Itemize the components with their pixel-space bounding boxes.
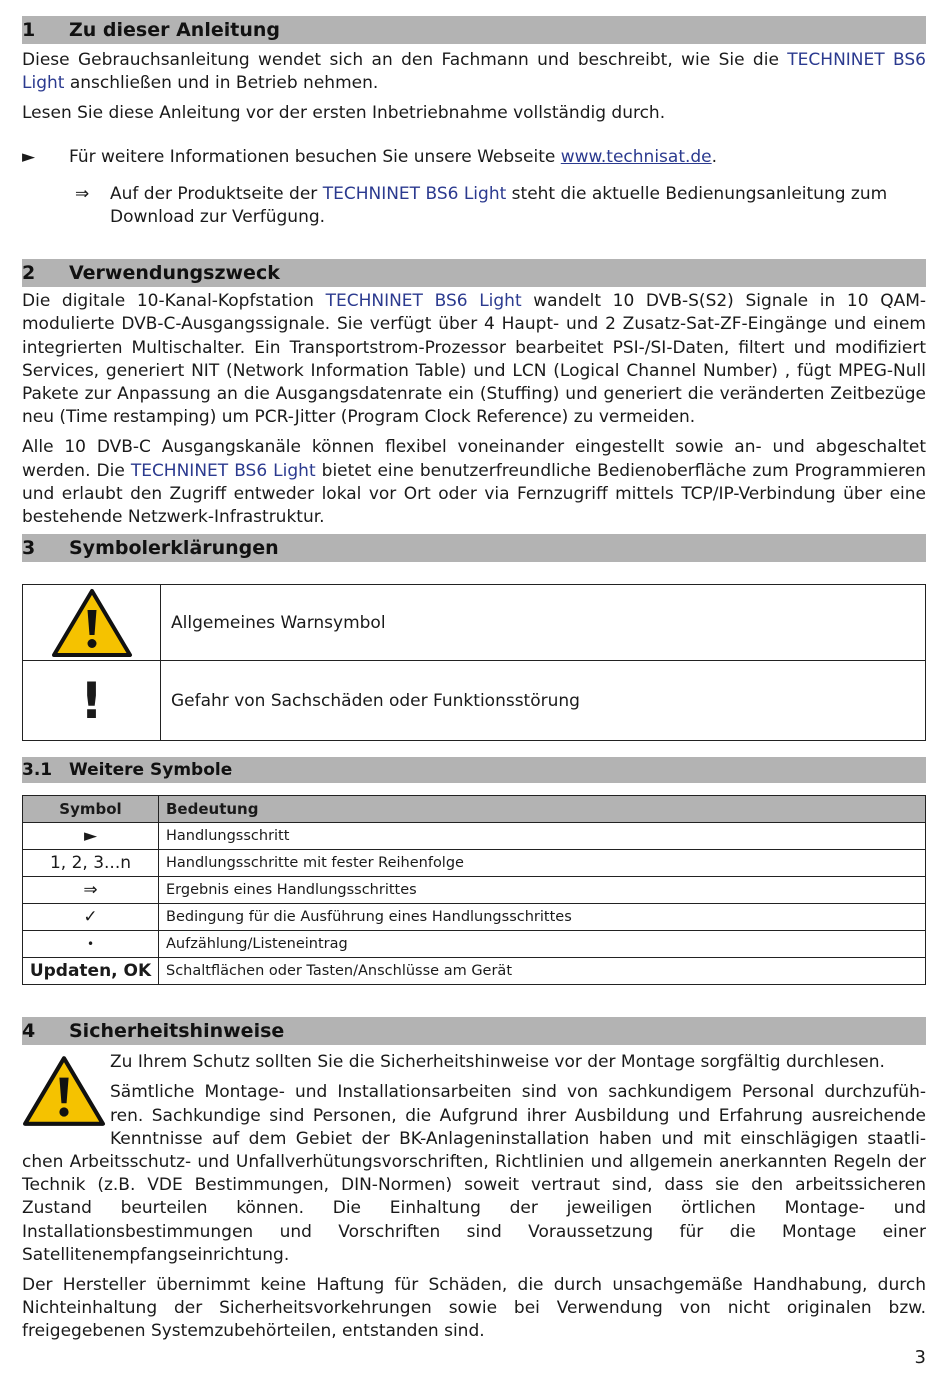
column-header-symbol: Symbol — [23, 796, 159, 823]
page-number: 3 — [914, 1347, 926, 1368]
text-line: Kenntnisse auf dem Gebiet der BK-Anlageninstallation haben und mit einschlägigen staatli- — [110, 1128, 926, 1149]
section-heading-3 — [22, 534, 926, 562]
paragraph — [22, 290, 926, 429]
meaning-cell: Handlungsschritte mit fester Reihenfolge — [159, 850, 926, 877]
paragraph: chen Arbeitsschutz- und Unfallverhütungsvorschriften, Richtlinien und allgemein anerkannten Regeln der Technik (z.B. VDE Bestimmungen, DIN-Normen) soweit vertraut sind, dass sie den arbeitssicheren Zustand beurteilen können. Die Einhaltung der jeweiligen örtlichen Montage- und Installationsbestimmungen und Vorschriften sind Voraussetzung für die Montage einer Satellitenempfangseinrichtung. — [22, 1152, 926, 1265]
text: Diese Gebrauchsanleitung wendet sich an den Fachmann und beschreibt, wie Sie die — [22, 50, 788, 70]
table-row — [23, 904, 926, 931]
result-arrow-icon: ⇒ — [23, 877, 159, 904]
text-line: Sämtliche Montage- und Installationsarbeiten sind von sachkundigem Personal durchzufüh- — [110, 1082, 926, 1103]
symbol-cell — [23, 585, 161, 661]
text: Auf der Produktseite der — [110, 183, 323, 204]
section-heading-1 — [22, 16, 926, 44]
paragraph — [22, 49, 926, 95]
section-title: Weitere Symbole — [69, 760, 233, 781]
meaning-cell: Handlungsschritt — [159, 823, 926, 850]
safety-notes — [22, 1051, 926, 1343]
symbol-cell: Updaten, OK — [23, 958, 159, 985]
table-header-row — [23, 796, 926, 823]
table-row — [23, 661, 926, 741]
paragraph: Zu Ihrem Schutz sollten Sie die Sicherheitshinweise vor der Montage sorgfältig durchlesen. — [110, 1052, 885, 1073]
meaning-cell: Ergebnis eines Handlungsschrittes — [159, 877, 926, 904]
action-step-text — [69, 146, 717, 169]
result-step — [75, 183, 926, 229]
table-row — [23, 823, 926, 850]
paragraph-lines — [110, 1081, 926, 1151]
paragraph: Lesen Sie diese Anleitung vor der ersten Inbetriebnahme vollständig durch. — [22, 103, 666, 124]
result-text — [110, 183, 926, 229]
section-title: Symbolerklärungen — [69, 537, 279, 560]
product-name: TECHNINET BS6 Light — [22, 50, 926, 94]
table-row — [23, 931, 926, 958]
checkmark-icon: ✓ — [23, 904, 159, 931]
text: bietet eine benutzerfreundliche Bedienoberfläche zum Programmieren und erlaubt den Zugriff entweder lokal vor Ort oder via Fernzugriff mittels TCP/IP-Verbindung über eine bestehende Netzwerk-Infrastruktur. — [22, 460, 927, 528]
warning-triangle-icon — [51, 588, 133, 658]
section-title: Sicherheitshinweise — [69, 1020, 285, 1043]
further-symbols-table — [22, 795, 926, 985]
section-number: 3 — [22, 537, 36, 560]
table-row — [23, 877, 926, 904]
meaning-cell: Aufzählung/Listeneintrag — [159, 931, 926, 958]
action-step — [22, 146, 926, 169]
text: steht die aktuelle Bedienungsanleitung zum Download zur Verfügung. — [110, 183, 888, 228]
section-number: 3.1 — [22, 760, 53, 781]
section-heading-2 — [22, 259, 926, 287]
website-link[interactable]: www.technisat.de — [560, 146, 712, 167]
bullet-icon: • — [23, 931, 159, 958]
section-title: Verwendungszweck — [69, 262, 280, 285]
text: Alle 10 DVB-C Ausgangskanäle können flexibel voneinander eingestellt sowie an- und abgeschaltet werden. Die — [22, 437, 926, 481]
table-row — [23, 958, 926, 985]
subsection-heading-3-1 — [22, 757, 926, 783]
product-name: TECHNINET BS6 Light — [322, 183, 507, 204]
text: wandelt 10 DVB-S(S2) Signale in 10 QAM-modulierte DVB-C-Ausgangssignale. Sie verfügt über 4 Haupt- und 2 Zusatz-Sat-ZF-Eingänge und einem integrierten Multischalter. Ein Transportstrom-Prozessor bearbeitet PSI-/SI-Daten, filtert und modifiziert Services, generiert NIT (Network Information Table) und LCN (Logical Channel Number) , fügt MPEG-Null Pakete zur Anpassung an die Ausgangsdatenrate ein (Stuffing) und generiert die veränderten Zeitbezüge neu (Time restamping) um PCR-Jitter (Program Clock Reference) zu vermeiden. — [22, 291, 927, 428]
section-number: 4 — [22, 1020, 36, 1043]
section-number: 1 — [22, 19, 36, 41]
exclamation-icon: ! — [23, 661, 161, 741]
symbol-arrow-icon: ► — [23, 823, 159, 850]
meaning-cell: Allgemeines Warnsymbol — [161, 585, 926, 661]
column-header-meaning: Bedeutung — [159, 796, 926, 823]
text: anschließen und in Betrieb nehmen. — [64, 73, 379, 94]
text-line: ren. Sachkundige sind Personen, die Aufgrund ihrer Ausbildung und Erfahrung ausreichende — [110, 1105, 926, 1126]
paragraph — [22, 436, 926, 529]
meaning-cell: Schaltflächen oder Tasten/Anschlüsse am Gerät — [159, 958, 926, 985]
result-arrow-icon: ⇒ — [75, 183, 90, 204]
table-row — [23, 850, 926, 877]
meaning-cell: Bedingung für die Ausführung eines Handlungsschrittes — [159, 904, 926, 931]
symbol-cell: 1, 2, 3...n — [23, 850, 159, 877]
page-content — [22, 16, 926, 1344]
product-name: TECHNINET BS6 Light — [130, 460, 316, 481]
text: Die digitale 10-Kanal-Kopfstation — [22, 291, 326, 312]
text: Für weitere Informationen besuchen Sie unsere Webseite — [69, 146, 561, 167]
paragraph: Der Hersteller übernimmt keine Haftung für Schäden, die durch unsachgemäße Handhabung, durch Nichteinhaltung der Sicherheitsvorkehrungen sowie bei Verwendung von nicht originalen bzw. freigegebenen Systemzubehörteilen, entstanden sind. — [22, 1275, 926, 1342]
symbol-explanation-table — [22, 584, 926, 741]
product-name: TECHNINET BS6 Light — [325, 291, 522, 312]
section-number: 2 — [22, 262, 36, 285]
action-step-arrow-icon: ► — [22, 146, 36, 167]
section-title: Zu dieser Anleitung — [69, 19, 280, 41]
text: . — [711, 146, 718, 167]
warning-triangle-icon — [22, 1055, 106, 1127]
table-row — [23, 585, 926, 661]
section-heading-4 — [22, 1017, 926, 1045]
meaning-cell: Gefahr von Sachschäden oder Funktionsstörung — [161, 661, 926, 741]
